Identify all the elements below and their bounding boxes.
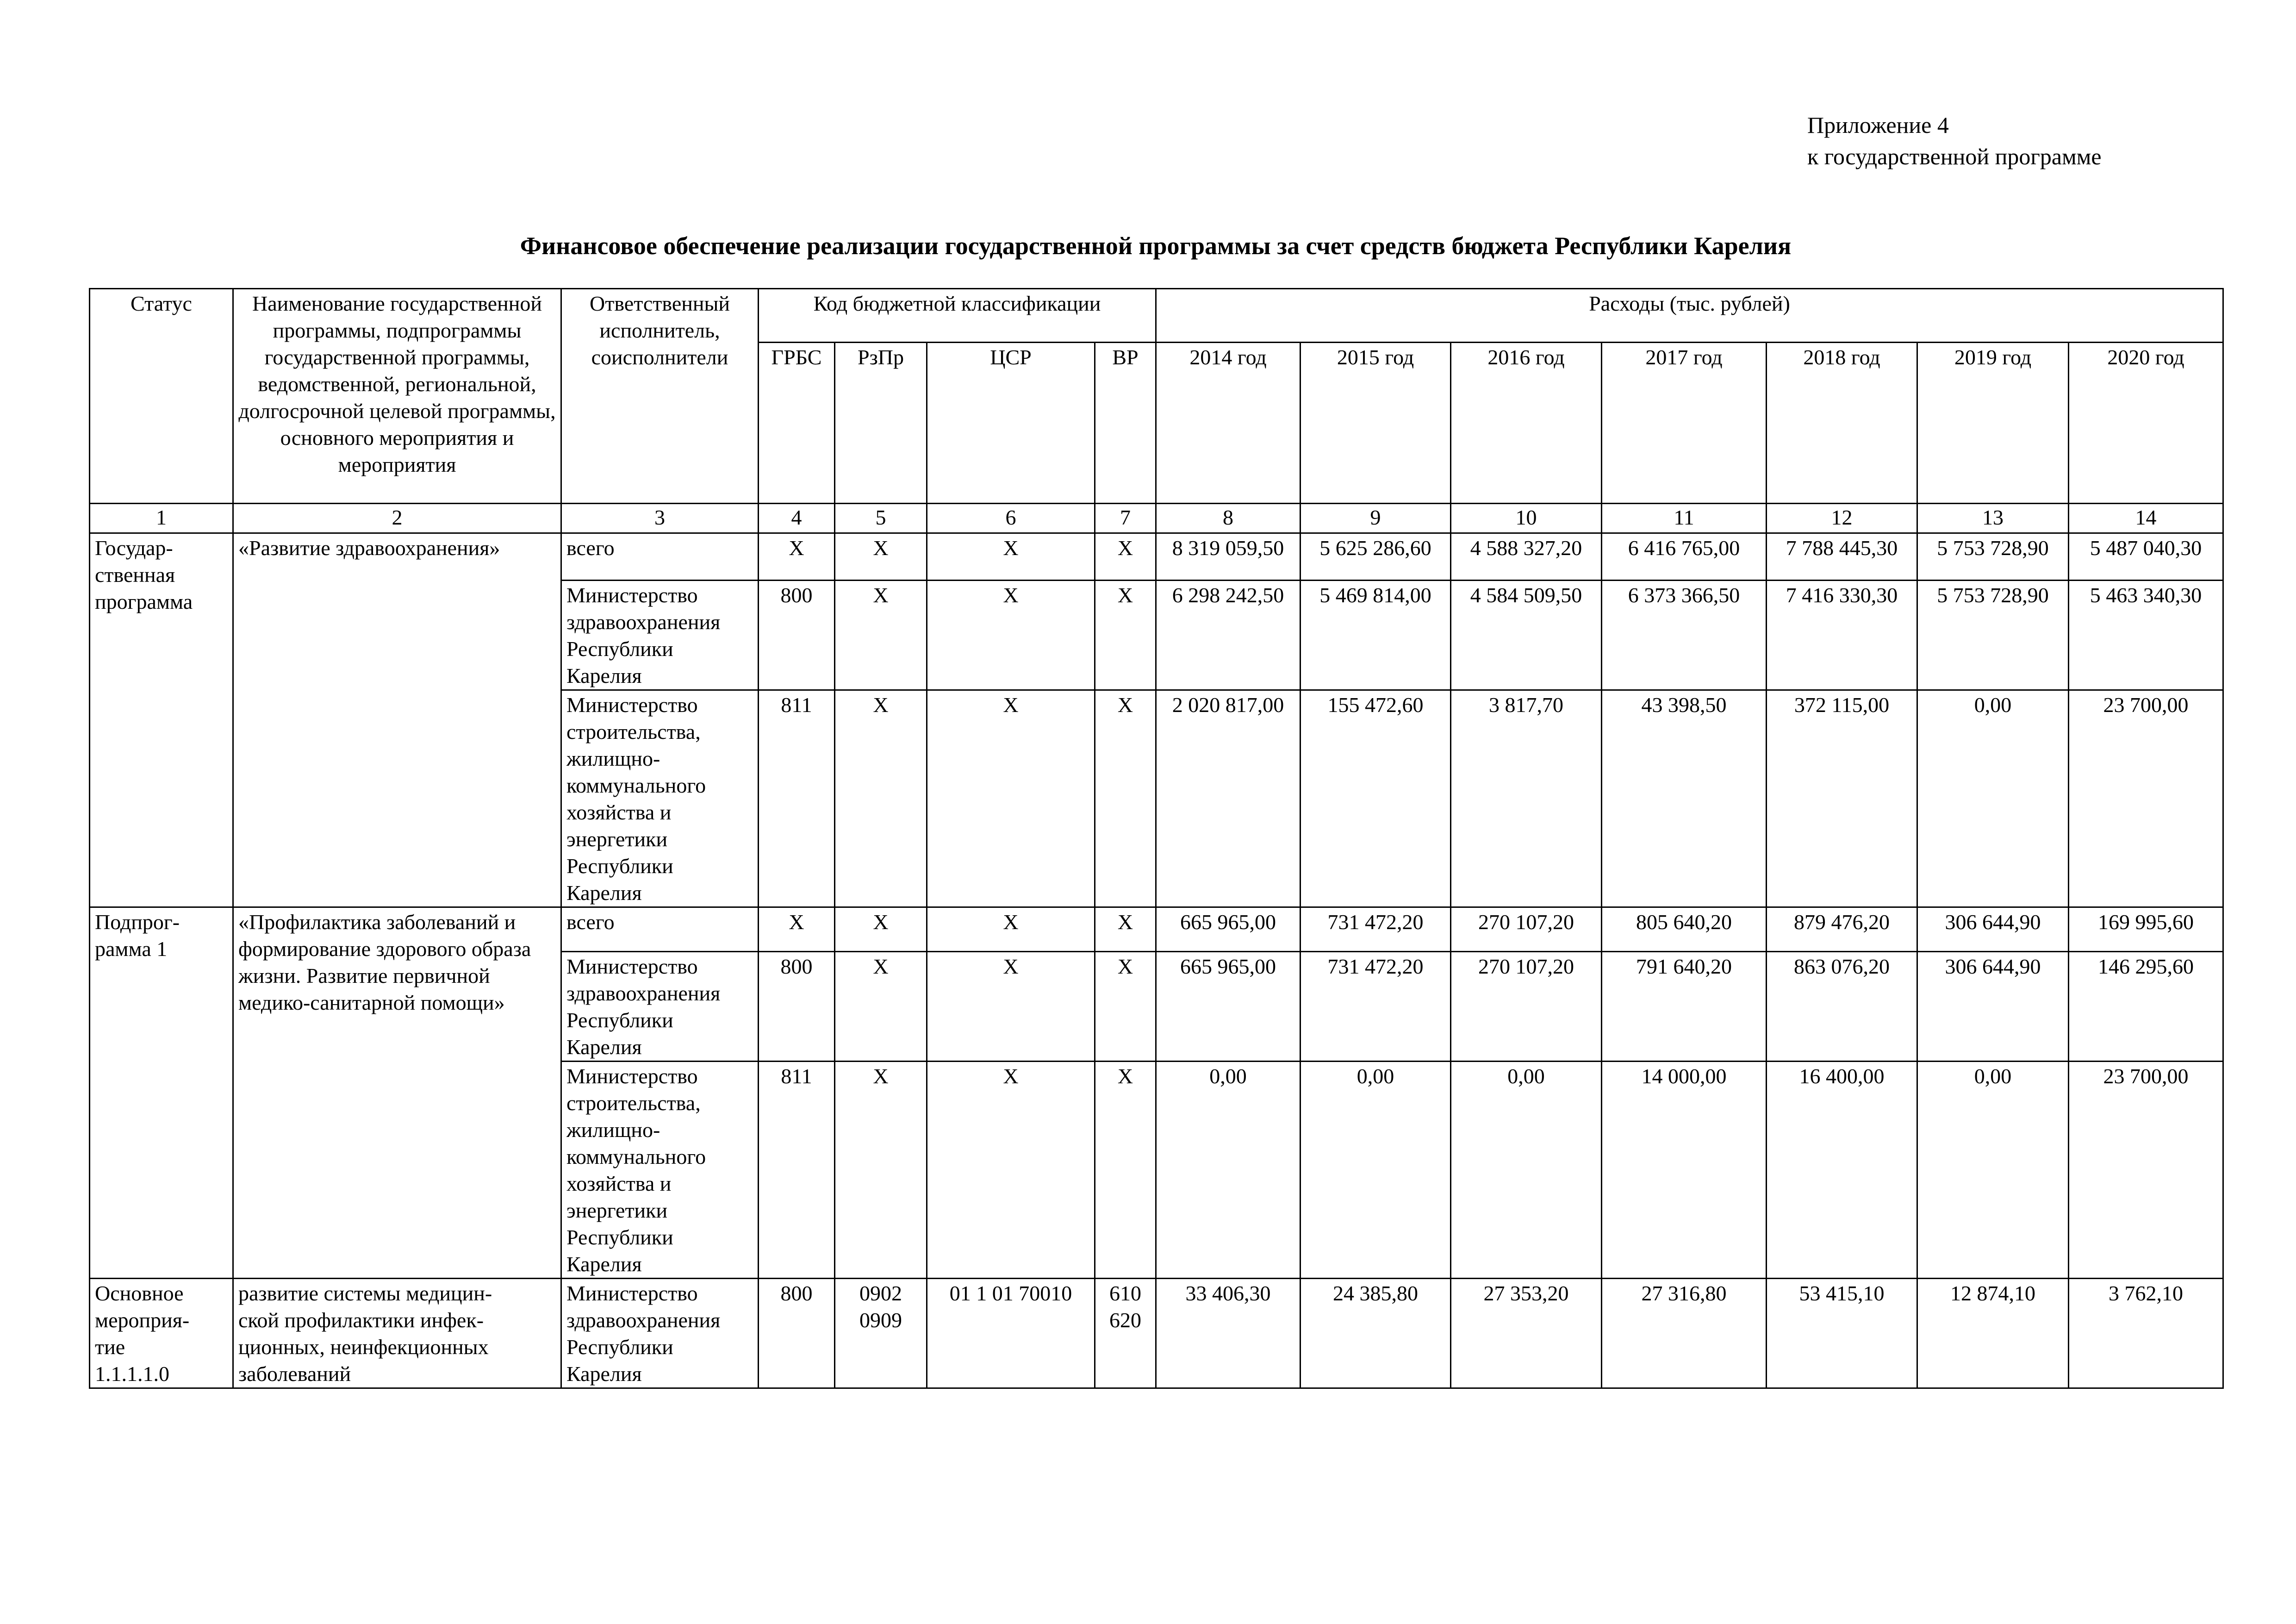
- expense-2020-cell: 146 295,60: [2069, 952, 2223, 1062]
- expense-2017-cell: 791 640,20: [1602, 952, 1767, 1062]
- executor-cell: Министерство строительства, жилищно-коммунального хозяйства и энергетики Республики Карелия: [561, 1062, 759, 1279]
- appendix-caption: [1807, 109, 2102, 172]
- expense-2014-cell: 0,00: [1156, 1062, 1300, 1279]
- expense-2018-cell: 863 076,20: [1767, 952, 1917, 1062]
- appendix-reference: к государственной программе: [1807, 144, 2102, 169]
- table-row: [90, 1279, 2223, 1388]
- expense-2019-cell: 306 644,90: [1917, 952, 2069, 1062]
- vr-cell: Х: [1095, 952, 1156, 1062]
- header-row-1: [90, 289, 2223, 343]
- grbs-cell: 811: [759, 1062, 835, 1279]
- expense-2017-cell: 14 000,00: [1602, 1062, 1767, 1279]
- status-cell: Основное мероприя- тие 1.1.1.1.0: [90, 1279, 233, 1388]
- rzpr-cell: Х: [835, 581, 927, 690]
- header-year-2017: 2017 год: [1602, 343, 1767, 504]
- csr-cell: Х: [927, 952, 1095, 1062]
- rzpr-cell: Х: [835, 690, 927, 907]
- expense-2017-cell: 6 416 765,00: [1602, 533, 1767, 581]
- vr-cell: Х: [1095, 690, 1156, 907]
- expense-2017-cell: 805 640,20: [1602, 907, 1767, 952]
- expense-2014-cell: 6 298 242,50: [1156, 581, 1300, 690]
- column-number: 8: [1156, 504, 1300, 533]
- column-number: 2: [233, 504, 561, 533]
- expense-2016-cell: 270 107,20: [1451, 952, 1602, 1062]
- expense-2016-cell: 27 353,20: [1451, 1279, 1602, 1388]
- header-year-2020: 2020 год: [2069, 343, 2223, 504]
- header-budget-code: Код бюджетной классификации: [759, 289, 1156, 343]
- grbs-cell: 800: [759, 581, 835, 690]
- expense-2015-cell: 731 472,20: [1300, 907, 1451, 952]
- header-year-2015: 2015 год: [1300, 343, 1451, 504]
- program-name-cell: развитие системы медицин- ской профилактики инфек- ционных, неинфекционных заболеваний: [233, 1279, 561, 1388]
- header-year-2016: 2016 год: [1451, 343, 1602, 504]
- expense-2015-cell: 0,00: [1300, 1062, 1451, 1279]
- column-number: 1: [90, 504, 233, 533]
- csr-cell: Х: [927, 581, 1095, 690]
- table-row: [90, 907, 2223, 952]
- expense-2018-cell: 372 115,00: [1767, 690, 1917, 907]
- expense-2015-cell: 731 472,20: [1300, 952, 1451, 1062]
- rzpr-cell: 0902 0909: [835, 1279, 927, 1388]
- column-number-row: [90, 504, 2223, 533]
- executor-cell: всего: [561, 907, 759, 952]
- expense-2019-cell: 5 753 728,90: [1917, 581, 2069, 690]
- expense-2016-cell: 4 588 327,20: [1451, 533, 1602, 581]
- program-name-cell: «Профилактика заболеваний и формирование здорового образа жизни. Развитие первичной медико-санитарной помощи»: [233, 907, 561, 1279]
- expense-2019-cell: 0,00: [1917, 1062, 2069, 1279]
- column-number: 11: [1602, 504, 1767, 533]
- vr-cell: Х: [1095, 581, 1156, 690]
- header-status: Статус: [90, 289, 233, 504]
- executor-cell: Министерство здравоохранения Республики Карелия: [561, 952, 759, 1062]
- grbs-cell: 800: [759, 1279, 835, 1388]
- table-row: [90, 533, 2223, 581]
- expense-2018-cell: 16 400,00: [1767, 1062, 1917, 1279]
- column-number: 14: [2069, 504, 2223, 533]
- header-executor: Ответственный исполнитель, соисполнители: [561, 289, 759, 504]
- expense-2018-cell: 53 415,10: [1767, 1279, 1917, 1388]
- grbs-cell: Х: [759, 533, 835, 581]
- expense-2017-cell: 27 316,80: [1602, 1279, 1767, 1388]
- expense-2019-cell: 5 753 728,90: [1917, 533, 2069, 581]
- vr-cell: Х: [1095, 533, 1156, 581]
- document-title: Финансовое обеспечение реализации государственной программы за счет средств бюджета Республики Карелия: [520, 232, 1792, 260]
- expense-2015-cell: 5 469 814,00: [1300, 581, 1451, 690]
- grbs-cell: 811: [759, 690, 835, 907]
- expense-2019-cell: 306 644,90: [1917, 907, 2069, 952]
- expense-2020-cell: 169 995,60: [2069, 907, 2223, 952]
- appendix-number: Приложение 4: [1807, 112, 1949, 138]
- grbs-cell: Х: [759, 907, 835, 952]
- expense-2015-cell: 5 625 286,60: [1300, 533, 1451, 581]
- expense-2014-cell: 2 020 817,00: [1156, 690, 1300, 907]
- column-number: 4: [759, 504, 835, 533]
- expense-2014-cell: 665 965,00: [1156, 952, 1300, 1062]
- column-number: 10: [1451, 504, 1602, 533]
- expense-2020-cell: 23 700,00: [2069, 1062, 2223, 1279]
- rzpr-cell: Х: [835, 907, 927, 952]
- expense-2020-cell: 3 762,10: [2069, 1279, 2223, 1388]
- status-cell: Подпрог- рамма 1: [90, 907, 233, 1279]
- grbs-cell: 800: [759, 952, 835, 1062]
- expense-2016-cell: 4 584 509,50: [1451, 581, 1602, 690]
- column-number: 12: [1767, 504, 1917, 533]
- csr-cell: Х: [927, 690, 1095, 907]
- vr-cell: Х: [1095, 907, 1156, 952]
- rzpr-cell: Х: [835, 1062, 927, 1279]
- csr-cell: Х: [927, 907, 1095, 952]
- column-number: 9: [1300, 504, 1451, 533]
- header-year-2018: 2018 год: [1767, 343, 1917, 504]
- expense-2014-cell: 665 965,00: [1156, 907, 1300, 952]
- executor-cell: Министерство здравоохранения Республики Карелия: [561, 1279, 759, 1388]
- header-year-2014: 2014 год: [1156, 343, 1300, 504]
- header-vr: ВР: [1095, 343, 1156, 504]
- vr-cell: Х: [1095, 1062, 1156, 1279]
- csr-cell: Х: [927, 1062, 1095, 1279]
- program-name-cell: «Развитие здравоохранения»: [233, 533, 561, 907]
- csr-cell: Х: [927, 533, 1095, 581]
- column-number: 13: [1917, 504, 2069, 533]
- expense-2015-cell: 24 385,80: [1300, 1279, 1451, 1388]
- expense-2017-cell: 6 373 366,50: [1602, 581, 1767, 690]
- csr-cell: 01 1 01 70010: [927, 1279, 1095, 1388]
- expense-2018-cell: 7 416 330,30: [1767, 581, 1917, 690]
- executor-cell: Министерство строительства, жилищно-коммунального хозяйства и энергетики Республики Карелия: [561, 690, 759, 907]
- header-grbs: ГРБС: [759, 343, 835, 504]
- expense-2015-cell: 155 472,60: [1300, 690, 1451, 907]
- expense-2016-cell: 3 817,70: [1451, 690, 1602, 907]
- expense-2018-cell: 879 476,20: [1767, 907, 1917, 952]
- expense-2019-cell: 12 874,10: [1917, 1279, 2069, 1388]
- expense-2014-cell: 8 319 059,50: [1156, 533, 1300, 581]
- expense-2020-cell: 23 700,00: [2069, 690, 2223, 907]
- expense-2016-cell: 0,00: [1451, 1062, 1602, 1279]
- status-cell: Государ- ственная программа: [90, 533, 233, 907]
- expense-2020-cell: 5 463 340,30: [2069, 581, 2223, 690]
- header-rzpr: РзПр: [835, 343, 927, 504]
- expense-2014-cell: 33 406,30: [1156, 1279, 1300, 1388]
- expense-2019-cell: 0,00: [1917, 690, 2069, 907]
- executor-cell: Министерство здравоохранения Республики Карелия: [561, 581, 759, 690]
- column-number: 6: [927, 504, 1095, 533]
- column-number: 5: [835, 504, 927, 533]
- column-number: 3: [561, 504, 759, 533]
- expense-2016-cell: 270 107,20: [1451, 907, 1602, 952]
- expense-2017-cell: 43 398,50: [1602, 690, 1767, 907]
- header-name: Наименование государственной программы, подпрограммы государственной программы, ведомственной, региональной, долгосрочной целевой программы, основного мероприятия и мероприятия: [233, 289, 561, 504]
- expense-2018-cell: 7 788 445,30: [1767, 533, 1917, 581]
- executor-cell: всего: [561, 533, 759, 581]
- rzpr-cell: Х: [835, 952, 927, 1062]
- vr-cell: 610 620: [1095, 1279, 1156, 1388]
- header-csr: ЦСР: [927, 343, 1095, 504]
- rzpr-cell: Х: [835, 533, 927, 581]
- header-expenses: Расходы (тыс. рублей): [1156, 289, 2223, 343]
- header-year-2019: 2019 год: [1917, 343, 2069, 504]
- financing-table: [89, 288, 2224, 1389]
- column-number: 7: [1095, 504, 1156, 533]
- expense-2020-cell: 5 487 040,30: [2069, 533, 2223, 581]
